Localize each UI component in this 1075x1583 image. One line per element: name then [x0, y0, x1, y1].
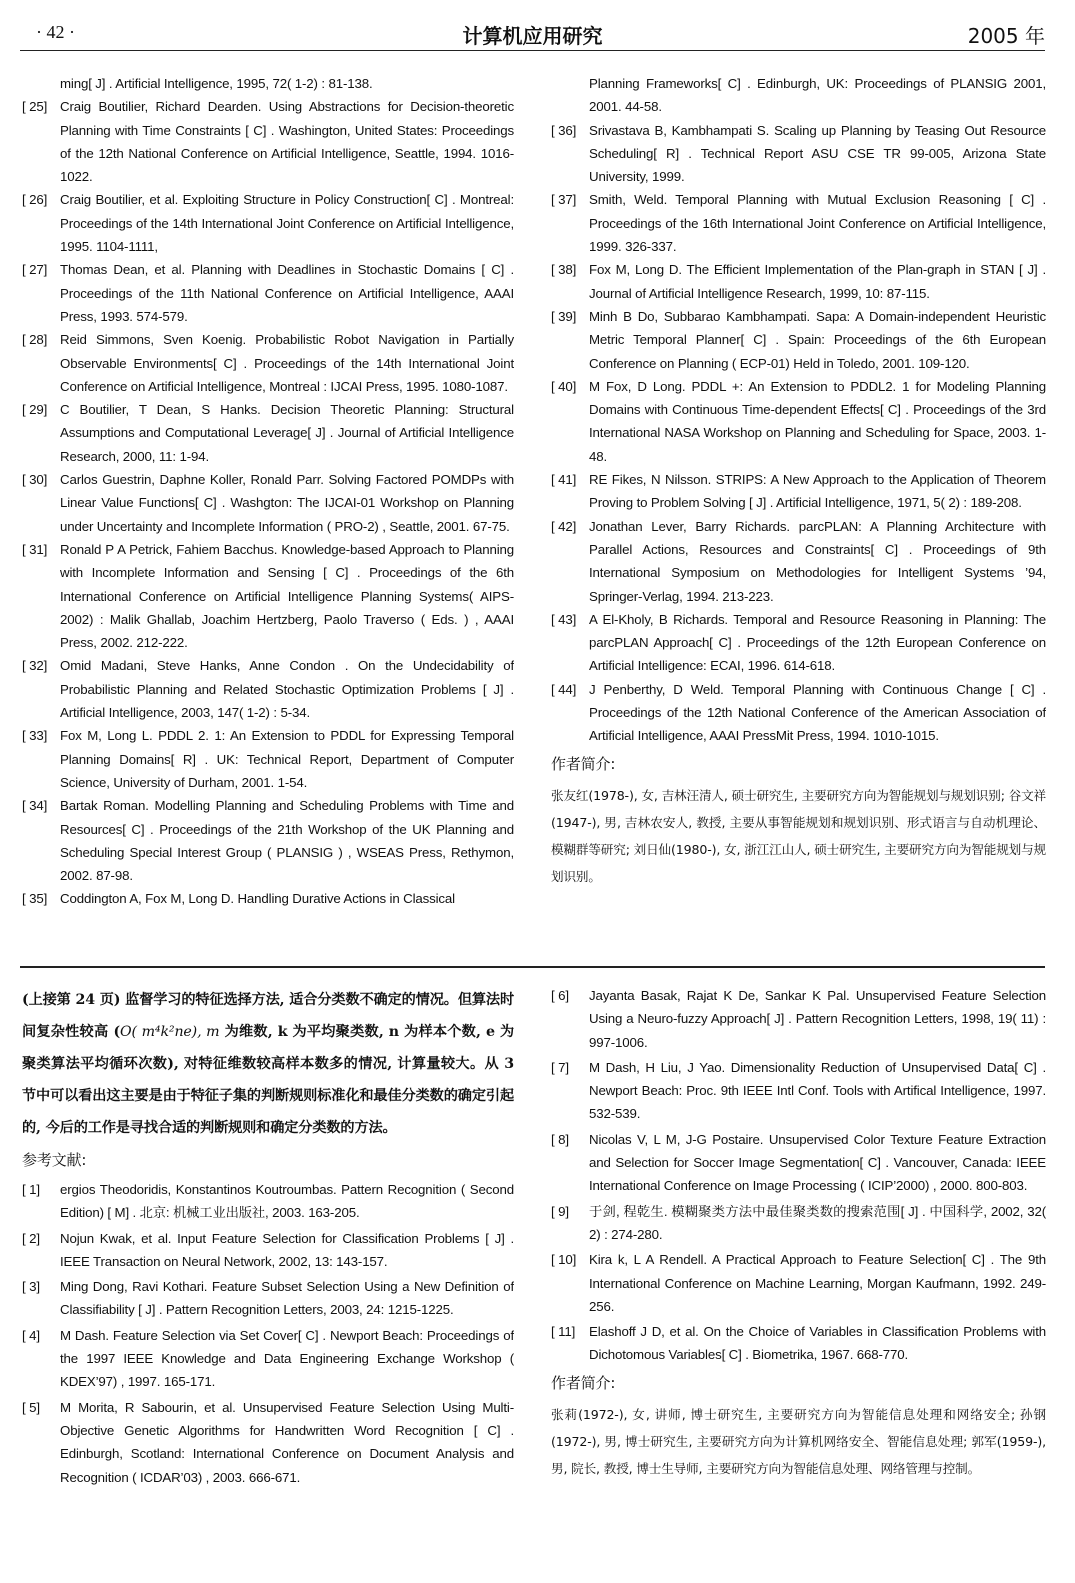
reference-item	[22, 1396, 514, 1489]
reference-item	[551, 305, 1046, 375]
reference-item	[22, 95, 514, 188]
reference-text: C Boutilier, T Dean, S Hanks. Decision Theoretic Planning: Structural Assumptions and Computational Leverage[ J] . Journal of Artificial Intelligence Research, 2000, 11: 1-94.	[60, 402, 514, 464]
references-heading: 参考文献:	[22, 1151, 87, 1169]
top-left-references	[22, 72, 514, 911]
reference-text: Coddington A, Fox M, Long D. Handling Durative Actions in Classical	[60, 891, 455, 907]
reference-number: [ 11]	[551, 1324, 576, 1340]
reference-text: Planning Frameworks[ C] . Edinburgh, UK: Proceedings of PLANSIG 2001, 2001. 44-58.	[589, 76, 1046, 115]
reference-text: Jonathan Lever, Barry Richards. parcPLAN: A Planning Architecture with Parallel Actions, Resources and Constraints[ C] . Proceedings of 9th International Symposium on Methodologies for Intelligent Systems ’94, Springer-Verlag, 1994. 213-223.	[589, 518, 1046, 604]
reference-item	[22, 468, 514, 538]
reference-text: A El-Kholy, B Richards. Temporal and Resource Reasoning in Planning: The parcPLAN Approach[ C] . Proceedings of the 12th European Conference on Artificial Intelligence: ECAI, 1996. 614-618.	[589, 611, 1046, 674]
page-number: · 42 ·	[36, 22, 75, 42]
reference-item	[22, 538, 514, 654]
author-intro-text: 张莉(1972-), 女, 讲师, 博士研究生, 主要研究方向为智能信息处理和网络安全; 孙钢(1972-), 男, 博士研究生, 主要研究方向为计算机网络安全、智能信息处理; 郭军(1959-), 男, 院长, 教授, 博士生导师, 主要研究方向为智能信息处理、网络管理与控制。	[551, 1406, 1046, 1476]
continued-paragraph	[22, 984, 514, 1144]
para-lead: (上接第 24 页) 监督学习的特征选择方法, 适合分类数不确定的情况。但算法时间复杂性较高 (	[22, 992, 514, 1040]
reference-text: M Dash, H Liu, J Yao. Dimensionality Reduction of Unsupervised Data[ C] . Newport Beach: Proc. 9th IEEE Intl Conf. Tools with Artifical Intelligence, 1997. 532-539.	[589, 1059, 1046, 1122]
reference-text: Craig Boutilier, Richard Dearden. Using Abstractions for Decision-theoretic Planning with Time Constraints [ C] . Washington, United States: Proceedings of the 12th National Conference on Artificial Intelligence, Seattle, 1994. 1016-1022.	[60, 99, 514, 185]
reference-item	[22, 1178, 514, 1225]
reference-text: Fox M, Long L. PDDL 2. 1: An Extension to PDDL for Expressing Temporal Planning Domains[ R] . UK: Technical Report, Department of Computer Science, University of Durham, 2001. 1-54.	[60, 728, 514, 790]
reference-item	[551, 984, 1046, 1054]
reference-item	[551, 608, 1046, 678]
reference-text: M Morita, R Sabourin, et al. Unsupervised Feature Selection Using Multi-Objective Genetic Algorithms for Handwritten Word Recognition [ C] . Edinburgh, Scotland: International Conference on Document Analysis and Recognition ( ICDAR’03) , 2003. 666-671.	[60, 1399, 514, 1485]
reference-item	[22, 724, 514, 794]
reference-number: [ 28]	[22, 332, 48, 348]
reference-number: [ 2]	[22, 1230, 40, 1246]
reference-text: Fox M, Long D. The Efficient Implementation of the Plan-graph in STAN [ J] . Journal of Artificial Intelligence Research, 1999, 10: 87-115.	[589, 262, 1046, 301]
reference-text: Reid Simmons, Sven Koenig. Probabilistic Robot Navigation in Partially Observable Environments[ C] . Proceedings of the 14th International Joint Conference on Artificial Intelligence, Montreal : IJCAI Press, 1995. 1080-1087.	[60, 332, 514, 394]
reference-number: [ 29]	[22, 402, 48, 418]
reference-item	[551, 1200, 1046, 1247]
reference-number: [ 4]	[22, 1327, 40, 1343]
reference-number: [ 6]	[551, 988, 569, 1003]
reference-item	[551, 515, 1046, 608]
reference-text: Nicolas V, L M, J-G Postaire. Unsupervised Color Texture Feature Extraction and Selection for Soccer Image Segmentation[ C] . Vancouver, Canada: IEEE International Conference on Image Processing ( ICIP’2000) , 2000. 800-803.	[589, 1131, 1046, 1194]
author-intro-text: 张友红(1978-), 女, 吉林汪清人, 硕士研究生, 主要研究方向为智能规划与规划识别; 谷文祥(1947-), 男, 吉林农安人, 教授, 主要从事智能规划和规划识别、形式语言与自动机理论、模糊群等研究; 刘日仙(1980-), 女, 浙江江山人, 硕士研究生, 主要研究方向为智能规划与规划识别。	[551, 787, 1046, 884]
reference-number: [ 44]	[551, 681, 577, 697]
reference-number: [ 32]	[22, 658, 48, 674]
reference-number: [ 26]	[22, 192, 48, 208]
reference-text: Smith, Weld. Temporal Planning with Mutual Exclusion Reasoning [ C] . Proceedings of the 16th International Joint Conference on Artificial Intelligence, 1999. 326-337.	[589, 192, 1046, 255]
reference-number: [ 9]	[551, 1203, 569, 1219]
reference-text: M Dash. Feature Selection via Set Cover[ C] . Newport Beach: Proceedings of the 1997 IEEE Knowledge and Data Engineering Exchange Workshop ( KDEX’97) , 1997. 165-171.	[60, 1327, 514, 1390]
top-right-references	[551, 72, 1046, 748]
reference-text: Kira k, L A Rendell. A Practical Approach to Feature Selection[ C] . The 9th International Conference on Machine Learning, Morgan Kaufmann, 1992. 249-256.	[589, 1252, 1046, 1314]
reference-text: ergios Theodoridis, Konstantinos Koutroumbas. Pattern Recognition ( Second Edition) [ M] . 北京: 机械工业出版社, 2003. 163-205.	[60, 1182, 514, 1221]
reference-number: [ 10]	[551, 1252, 577, 1268]
author-intro-heading: 作者简介:	[551, 754, 616, 773]
reference-text: ming[ J] . Artificial Intelligence, 1995, 72( 1-2) : 81-138.	[60, 76, 373, 91]
top-right-column	[551, 72, 1046, 960]
reference-number: [ 37]	[551, 192, 577, 208]
reference-item	[22, 258, 514, 328]
reference-item	[551, 119, 1046, 189]
reference-number: [ 27]	[22, 262, 48, 278]
reference-item	[22, 1275, 514, 1322]
bottom-left-references	[22, 1178, 514, 1489]
reference-text: Ronald P A Petrick, Fahiem Bacchus. Knowledge-based Approach to Planning with Incomplete Information and Sensing [ C] . Proceedings of the 6th International Conference on Artificial Intelligence Planning Systems( AIPS-2002) : Malik Ghallab, Joachim Hertzberg, Paolo Traverso ( Eds. ) , AAAI Press, 2002. 212-222.	[60, 541, 514, 651]
reference-text: J Penberthy, D Weld. Temporal Planning with Continuous Change [ C] . Proceedings of the 12th National Conference of the American Association of Artificial Intelligence, AAAI PressMit Press, 1994. 1010-1015.	[589, 681, 1046, 744]
bottom-left-column	[22, 984, 514, 1576]
reference-item	[22, 887, 514, 910]
reference-item	[551, 1056, 1046, 1126]
reference-item	[551, 1128, 1046, 1198]
reference-number: [ 8]	[551, 1131, 569, 1147]
article-divider	[20, 966, 1045, 968]
reference-item	[551, 468, 1046, 515]
reference-text: Minh B Do, Subbarao Kambhampati. Sapa: A Domain-independent Heuristic Metric Temporal Planner[ C] . Spain: Proceedings of the 6th European Conference on Planning ( ECP-01) Held in Toledo, 2001. 109-120.	[589, 308, 1046, 371]
reference-item	[22, 398, 514, 468]
reference-text: Nojun Kwak, et al. Input Feature Selection for Classification Problems [ J] . IEEE Transaction on Neural Network, 2002, 13: 143-157.	[60, 1230, 514, 1269]
issue-year: 2005 年	[967, 24, 1045, 48]
reference-text: RE Fikes, N Nilsson. STRIPS: A New Approach to the Application of Theorem Proving to Problem Solving [ J] . Artificial Intelligence, 1971, 5( 2) : 189-208.	[589, 472, 1046, 511]
reference-item	[22, 1324, 514, 1394]
reference-number: [ 41]	[551, 472, 577, 488]
reference-number: [ 43]	[551, 611, 577, 627]
reference-number: [ 36]	[551, 122, 577, 138]
reference-item	[551, 678, 1046, 748]
reference-item	[551, 258, 1046, 305]
reference-text: Bartak Roman. Modelling Planning and Scheduling Problems with Time and Resources[ C] . Proceedings of the 21th Workshop of the UK Planning and Scheduling Special Interest Group ( PLANSIG ) , WSEAS Press, Rethymon, 2002. 87-98.	[60, 798, 514, 884]
reference-number: [ 7]	[551, 1059, 569, 1075]
reference-text: Jayanta Basak, Rajat K De, Sankar K Pal. Unsupervised Feature Selection Using a Neuro-fuzzy Approach[ J] . Pattern Recognition Letters, 1998, 19( 11) : 997-1006.	[589, 988, 1046, 1050]
reference-text: Ming Dong, Ravi Kothari. Feature Subset Selection Using a New Definition of Classifiability [ J] . Pattern Recognition Letters, 2003, 24: 1215-1225.	[60, 1279, 514, 1318]
reference-item	[551, 375, 1046, 468]
reference-item	[22, 794, 514, 887]
page-header	[20, 14, 1045, 51]
reference-item	[551, 188, 1046, 258]
reference-text: M Fox, D Long. PDDL +: An Extension to PDDL2. 1 for Modeling Planning Domains with Continuous Time-dependent Effects[ C] . Proceedings of the 3rd International NASA Workshop on Planning and Scheduling for Space, 2003. 1-48.	[589, 378, 1046, 464]
journal-title: 计算机应用研究	[462, 24, 603, 48]
reference-item	[22, 1227, 514, 1274]
reference-number: [ 31]	[22, 541, 48, 557]
reference-text: Carlos Guestrin, Daphne Koller, Ronald Parr. Solving Factored POMDPs with Linear Value Functions[ C] . Washgton: The IJCAI-01 Workshop on Planning under Uncertainty and Incomplete Information ( PRO-2) , Seattle, 2001. 67-75.	[60, 472, 514, 534]
reference-text: Srivastava B, Kambhampati S. Scaling up Planning by Teasing Out Resource Scheduling[ R] . Technical Report ASU CSE TR 99-005, Arizona State University, 1999.	[589, 122, 1046, 185]
reference-text: Craig Boutilier, et al. Exploiting Structure in Policy Construction[ C] . Montreal: Proceedings of the 14th International Joint Conference on Artificial Intelligence, 1995. 1104-1111,	[60, 192, 514, 255]
bottom-right-references	[551, 984, 1046, 1367]
reference-number: [ 42]	[551, 518, 577, 534]
complexity-formula: O( m⁴k²ne), m	[120, 1024, 220, 1040]
reference-number: [ 33]	[22, 728, 48, 744]
para-rest: 为维数, k 为平均聚类数, n 为样本个数, e 为聚类算法平均循环次数), 对特征维数较高样本数多的情况, 计算量较大。从 3 节中可以看出这主要是由于特征子集的判断规则标准化和最佳分类数的确定引起的, 今后的工作是寻找合适的判断规则和确定分类数的方法。	[22, 1024, 514, 1136]
reference-number: [ 3]	[22, 1279, 40, 1295]
reference-number: [ 38]	[551, 262, 577, 278]
top-left-column	[22, 72, 514, 960]
reference-item	[551, 1248, 1046, 1318]
reference-number: [ 39]	[551, 308, 577, 324]
reference-number: [ 30]	[22, 472, 48, 488]
reference-number: [ 5]	[22, 1399, 40, 1415]
reference-number: [ 35]	[22, 891, 48, 907]
reference-text: Elashoff J D, et al. On the Choice of Variables in Classification Problems with Dichotomous Variables[ C] . Biometrika, 1967. 668-770.	[589, 1324, 1046, 1363]
reference-number: [ 40]	[551, 378, 577, 394]
reference-item	[22, 654, 514, 724]
reference-item	[22, 328, 514, 398]
reference-text: Omid Madani, Steve Hanks, Anne Condon . On the Undecidability of Probabilistic Planning and Related Stochastic Optimization Problems [ J] . Artificial Intelligence, 2003, 147( 1-2) : 5-34.	[60, 658, 514, 721]
author-intro-heading: 作者简介:	[551, 1373, 616, 1392]
reference-item	[551, 72, 1046, 119]
bottom-right-column	[551, 984, 1046, 1576]
reference-text: Thomas Dean, et al. Planning with Deadlines in Stochastic Domains [ C] . Proceedings of the 11th National Conference on Artificial Intelligence, AAAI Press, 1993. 574-579.	[60, 262, 514, 324]
reference-number: [ 1]	[22, 1182, 40, 1197]
reference-number: [ 25]	[22, 99, 48, 115]
reference-number: [ 34]	[22, 798, 48, 814]
reference-item	[551, 1320, 1046, 1367]
reference-text: 于剑, 程乾生. 模糊聚类方法中最佳聚类数的搜索范围[ J] . 中国科学, 2002, 32( 2) : 274-280.	[589, 1203, 1046, 1242]
reference-item	[22, 188, 514, 258]
reference-item	[22, 72, 514, 95]
